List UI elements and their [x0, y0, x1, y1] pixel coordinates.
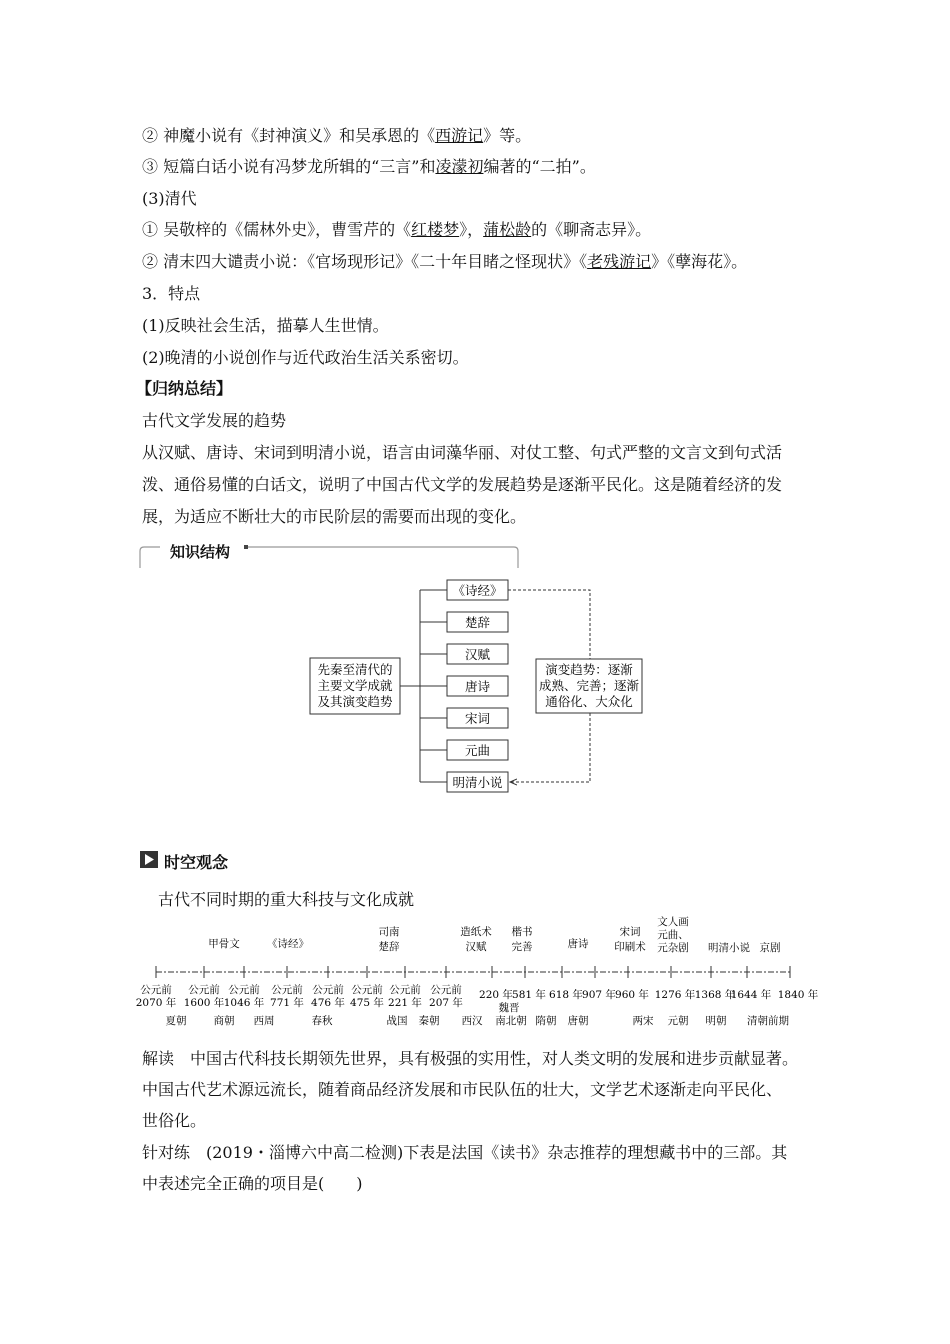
date-label: 公元前 — [430, 984, 462, 996]
milestone-label: 印刷术 — [614, 941, 646, 953]
dynasty-label: 两宋 — [632, 1015, 654, 1027]
milestone-label: 宋词 — [619, 926, 641, 938]
dynasty-label: 明朝 — [705, 1015, 727, 1027]
date-label: 1600 年 — [183, 997, 225, 1009]
milestone-label: 京剧 — [759, 942, 781, 954]
date-label: 618 年 — [549, 989, 583, 1001]
date-label: 476 年 — [311, 997, 345, 1009]
milestone-label: 司南 — [378, 926, 400, 938]
dynasty-label: 春秋 — [311, 1015, 333, 1027]
list-item-qing-2: ② 清末四大谴责小说：《官场现形记》《二十年目睹之怪现状》《老残游记》《孽海花》。 — [142, 252, 748, 271]
date-label: 771 年 — [270, 997, 304, 1009]
date-label: 207 年 — [429, 997, 463, 1009]
root-line-2: 主要文学成就 — [317, 678, 393, 693]
item-shijing: 《诗经》 — [452, 583, 503, 598]
dynasty-label: 战国 — [386, 1015, 408, 1027]
item-chuci: 楚辞 — [464, 615, 491, 630]
item-tangshi: 唐诗 — [464, 679, 491, 694]
date-label: 1840 年 — [777, 989, 819, 1001]
date-label: 475 年 — [350, 997, 384, 1009]
interpret-line-1: 解读 中国古代科技长期领先世界，具有极强的实用性，对人类文明的发展和进步贡献显著。 — [142, 1049, 799, 1068]
milestone-label: 文人画 — [657, 916, 689, 928]
milestone-label: 楷书 — [511, 926, 533, 938]
milestone-label: 明清小说 — [708, 942, 750, 954]
play-icon — [140, 851, 158, 868]
summary-line-1: 从汉赋、唐诗、宋词到明清小说，语言由词藻华丽、对仗工整、句式严整的文言文到句式活 — [142, 443, 783, 462]
date-label: 581 年 — [512, 989, 546, 1001]
date-label: 1368 年 — [694, 989, 736, 1001]
dynasty-label: 秦朝 — [418, 1015, 440, 1027]
list-item-sanyan: ③ 短篇白话小说有冯梦龙所辑的“三言”和凌濛初编著的“二拍”。 — [142, 157, 596, 176]
timeline — [135, 916, 820, 1030]
item-songci: 宋词 — [464, 711, 491, 726]
date-label: 221 年 — [388, 997, 422, 1009]
date-label: 公元前 — [351, 984, 383, 996]
milestone-label: 造纸术 — [460, 926, 492, 938]
milestone-label: 楚辞 — [378, 941, 400, 953]
dynasty-label: 唐朝 — [567, 1015, 589, 1027]
features-p1: (1)反映社会生活，描摹人生世情。 — [142, 316, 389, 335]
dynasty-label: 西周 — [253, 1015, 275, 1027]
date-label: 960 年 — [615, 989, 649, 1001]
summary-line-3: 展，为适应不断壮大的市民阶层的需要而出现的变化。 — [142, 507, 527, 526]
dynasty-label-weijin: 魏晋 — [498, 1002, 520, 1014]
summary-line-2: 泼、通俗易懂的白话文，说明了中国古代文学的发展趋势是逐渐平民化。这是随着经济的发 — [142, 475, 783, 494]
date-label: 公元前 — [140, 984, 172, 996]
timespace-title: 古代不同时期的重大科技与文化成就 — [158, 890, 415, 909]
trend-line-2: 成熟、完善；逐渐 — [538, 678, 640, 693]
timespace-header: 时空观念 — [164, 853, 229, 872]
root-line-1: 先秦至清代的 — [317, 662, 393, 677]
list-item-xiyouji: ② 神魔小说有《封神演义》和吴承恩的《西游记》等。 — [142, 126, 532, 145]
date-label: 1046 年 — [223, 997, 265, 1009]
dynasty-label: 商朝 — [213, 1015, 235, 1027]
date-label: 公元前 — [188, 984, 220, 996]
trend-line-3: 通俗化、大众化 — [545, 694, 633, 709]
date-label: 公元前 — [271, 984, 303, 996]
dynasty-label: 隋朝 — [535, 1015, 557, 1027]
date-label: 907 年 — [582, 989, 616, 1001]
structure-diagram — [300, 575, 660, 800]
milestone-label: 元杂剧 — [657, 942, 689, 954]
dynasty-label: 夏朝 — [165, 1015, 187, 1027]
trend-line-1: 演变趋势：逐渐 — [545, 662, 633, 677]
milestone-label: 甲骨文 — [208, 938, 240, 950]
milestone-label: 汉赋 — [465, 941, 487, 953]
summary-title: 古代文学发展的趋势 — [142, 411, 287, 430]
milestone-label: 元曲、 — [657, 929, 689, 941]
interpret-line-2: 中国古代艺术源远流长，随着商品经济发展和市民队伍的壮大，文学艺术逐渐走向平民化、 — [142, 1080, 783, 1099]
date-label: 1644 年 — [730, 989, 772, 1001]
root-line-3: 及其演变趋势 — [317, 694, 393, 709]
date-label: 公元前 — [228, 984, 260, 996]
practice-line-1: 针对练 (2019・淄博六中高二检测)下表是法国《读书》杂志推荐的理想藏书中的三部。其 — [142, 1143, 788, 1162]
features-p2: (2)晚清的小说创作与近代政治生活关系密切。 — [142, 348, 469, 367]
summary-tag: 【归纳总结】 — [136, 379, 233, 398]
dynasty-label: 西汉 — [461, 1015, 483, 1027]
interpret-line-3: 世俗化。 — [142, 1111, 207, 1130]
date-label: 220 年 — [479, 989, 513, 1001]
dynasty-label: 清朝前期 — [747, 1015, 789, 1027]
structure-header: 知识结构 — [170, 543, 231, 561]
list-item-qing-1: ① 吴敬梓的《儒林外史》，曹雪芹的《红楼梦》，蒲松龄的《聊斋志异》。 — [142, 220, 652, 239]
dynasty-label: 南北朝 — [495, 1015, 527, 1027]
date-label: 公元前 — [312, 984, 344, 996]
milestone-label: 完善 — [511, 941, 533, 953]
milestone-label: 《诗经》 — [267, 938, 309, 950]
item-mingqing: 明清小说 — [452, 775, 503, 790]
item-yuanqu: 元曲 — [464, 743, 491, 758]
practice-line-2: 中表述完全正确的项目是( ) — [142, 1174, 363, 1193]
item-hanfu: 汉赋 — [464, 647, 491, 662]
date-label: 1276 年 — [654, 989, 696, 1001]
qing-heading: (3)清代 — [142, 189, 197, 208]
date-label: 公元前 — [389, 984, 421, 996]
features-heading: 3．特点 — [142, 284, 201, 303]
dynasty-label: 元朝 — [667, 1015, 689, 1027]
date-label: 2070 年 — [135, 997, 177, 1009]
milestone-label: 唐诗 — [567, 938, 589, 950]
